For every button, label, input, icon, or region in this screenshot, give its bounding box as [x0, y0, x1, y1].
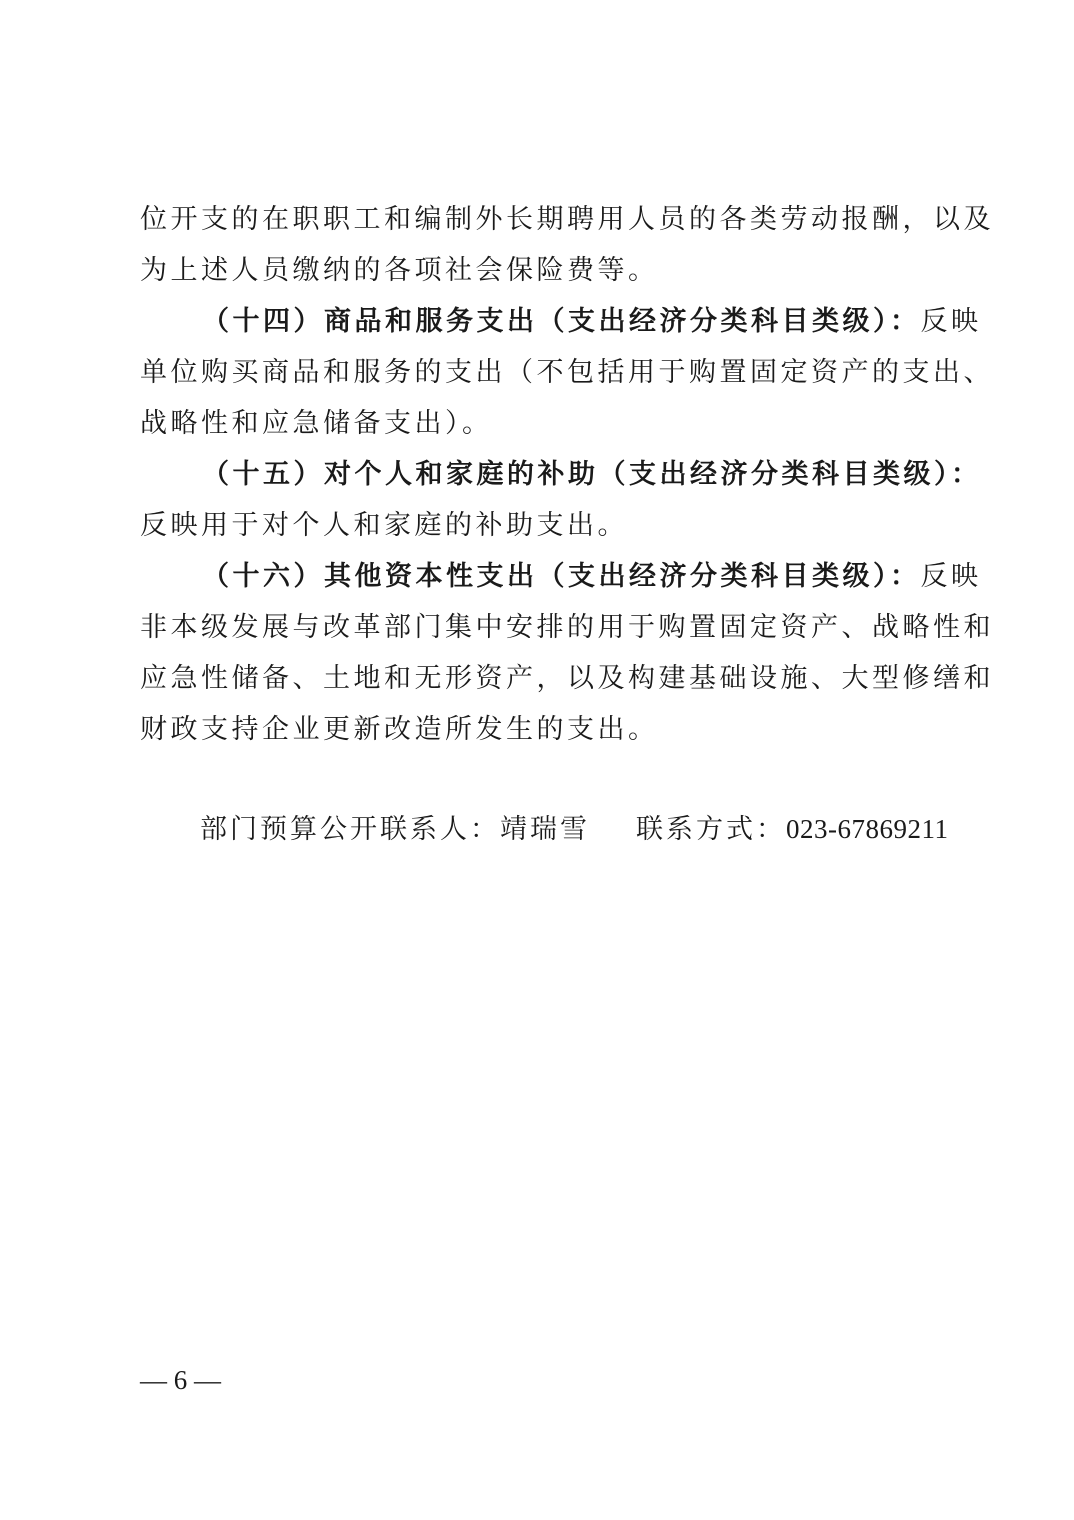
paragraph-line: 非本级发展与改革部门集中安排的用于购置固定资产、战略性和 — [140, 612, 994, 643]
paragraph-line: 应急性储备、土地和无形资产，以及构建基础设施、大型修缮和 — [140, 663, 994, 694]
paragraph-14-heading: （十四）商品和服务支出（支出经济分类科目类级）： — [202, 306, 921, 337]
paragraph-15-heading: （十五）对个人和家庭的补助（支出经济分类科目类级）： — [202, 459, 982, 490]
contact-phone: 023-67869211 — [786, 814, 949, 844]
paragraph-line: 为上述人员缴纳的各项社会保险费等。 — [140, 255, 659, 286]
contact-method-label: 联系方式： — [636, 814, 786, 845]
paragraph-line: 反映用于对个人和家庭的补助支出。 — [140, 510, 628, 541]
contact-person — [200, 804, 590, 855]
paragraph-line: 财政支持企业更新改造所发生的支出。 — [140, 714, 659, 745]
paragraph-line: 战略性和应急储备支出）。 — [140, 408, 493, 439]
paragraph-16-first-line — [140, 551, 982, 602]
contact-person-name: 靖瑞雪 — [500, 814, 590, 845]
paragraph-15-first-line — [140, 449, 982, 500]
paragraph-line: 单位购买商品和服务的支出（不包括用于购置固定资产的支出、 — [140, 357, 994, 388]
paragraph-14-first-line — [140, 296, 982, 347]
contact-person-label: 部门预算公开联系人： — [200, 814, 500, 845]
paragraph-16-heading: （十六）其他资本性支出（支出经济分类科目类级）： — [202, 561, 921, 592]
body-text — [140, 194, 994, 755]
page-number: — 6 — — [140, 1365, 221, 1395]
contact-method — [636, 804, 949, 855]
paragraph-14-text: 反映 — [920, 306, 982, 337]
paragraph-line: 位开支的在职职工和编制外长期聘用人员的各类劳动报酬，以及 — [140, 204, 994, 235]
paragraph-16-text: 反映 — [920, 561, 982, 592]
